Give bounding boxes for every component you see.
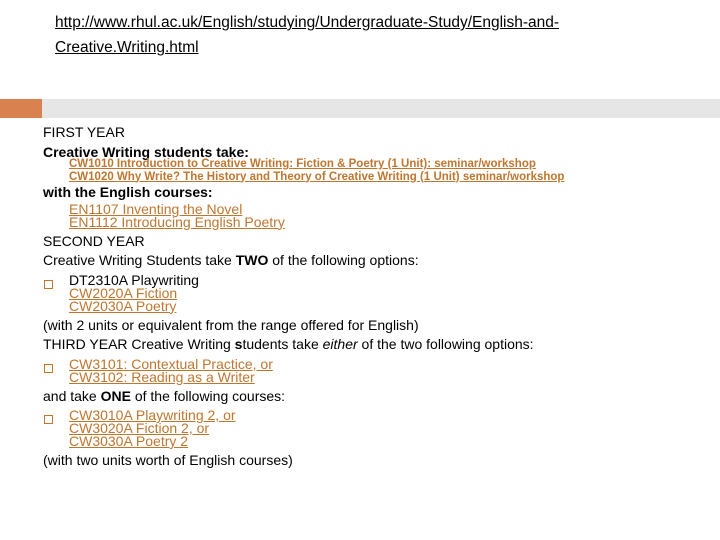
accent-bar [0,99,42,118]
english-courses-intro: with the English courses: [43,184,213,200]
third-year-and-intro: and take ONE of the following courses: [43,387,286,404]
second-year-intro: Creative Writing Students take TWO of the following options: [43,252,419,268]
second-year-note: (with 2 units or equivalent from the range offered for English) [43,316,419,333]
header-divider-bar [42,99,720,118]
bullet-square-icon [44,280,53,289]
course-link-cw3030a[interactable]: CW3030A Poetry 2 [69,433,189,449]
option-dt2310a: DT2310A Playwriting [69,271,199,288]
course-link-cw3102[interactable]: CW3102: Reading as a Writer [69,368,255,385]
third-year-heading: THIRD YEAR [43,336,128,352]
page-title-url[interactable]: http://www.rhul.ac.uk/English/studying/Undergraduate-Study/English-and-Creative.Writing.html [55,14,560,56]
course-link-cw1020[interactable]: CW1020 Why Write? The History and Theory of Creative Writing (1 Unit) seminar/workshop [69,170,565,183]
course-link-en1107[interactable]: EN1107 Inventing the Novel [69,200,243,217]
first-year-intro: Creative Writing students take: [43,143,249,160]
second-year-heading: SECOND YEAR [43,232,145,249]
third-year-intro: THIRD YEAR Creative Writing students take either of the two following options: [43,336,534,352]
course-link-cw1010[interactable]: CW1010 Introduction to Creative Writing: Fiction & Poetry (1 Unit): seminar/workshop [69,158,536,170]
third-year-note: (with two units worth of English courses) [43,452,293,468]
course-link-cw3010a[interactable]: CW3010A Playwriting 2, or [69,407,236,423]
bullet-square-icon [44,415,53,424]
slide-content [43,123,713,471]
course-link-cw3101[interactable]: CW3101: Contextual Practice, or [69,355,273,372]
course-link-en1112[interactable]: EN1112 Introducing English Poetry [69,213,285,230]
course-link-cw2030a[interactable]: CW2030A Poetry [69,297,177,314]
bullet-square-icon [44,364,53,373]
course-link-cw3020a[interactable]: CW3020A Fiction 2, or [69,420,210,436]
first-year-heading: FIRST YEAR [43,124,125,140]
course-link-cw2020a[interactable]: CW2020A Fiction [69,284,178,301]
